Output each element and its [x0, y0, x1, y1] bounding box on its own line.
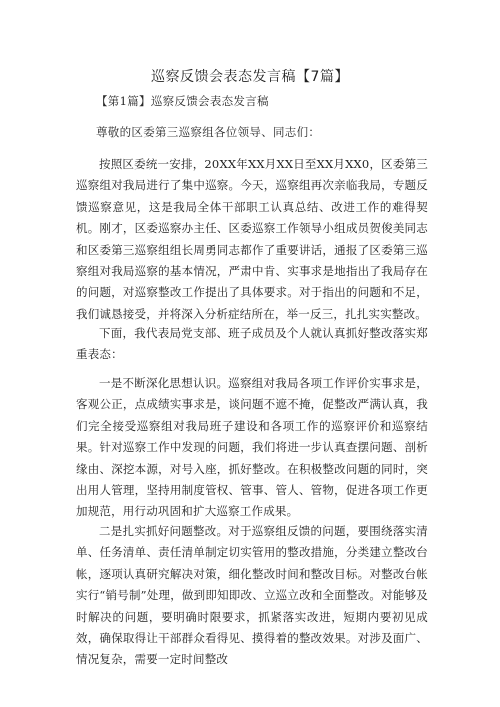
paragraph-point-two: 二是扎实抓好问题整改。对于巡察组反馈的问题，要围绕落实清单、任务清单、责任清单制定切实管用的整改措施，分类建立整改台帐，逐项认真研究解决对策，细化整改时间和整改目标。对整改台帐实行“销号制”处理，做到即知即改、立巡立改和全面整改。对能够及时解决的问题，要明确时限要求，抓紧落实改进，短期内要初见成效，确保取得让干部群众看得见、摸得着的整改效果。对涉及面广、情况复杂，需要一定时间整改	[76, 524, 428, 667]
paragraph-intro: 按照区委统一安排，20XX年XX月XX日至XX月XX0，区委第三巡察组对我局进行了集中巡察。今天，巡察组再次亲临我局，专题反馈巡察意见，这是我局全体干部职工认真总结、改进工作的难得契机。刚才，区委巡察办主任、区委巡察工作领导小组成员贺俊美同志和区委第三巡察组组长周勇同志都作了重要讲话，通报了区委第三巡察组对我局巡察的基本情况，严肃中肯、实事求是地指出了我局存在的问题，对巡察整改工作提出了具体要求。对于指出的问题和不足，我们诚恳接受，并将深入分析症结所在，举一反三，扎扎实实整改。	[76, 157, 428, 321]
paragraph-point-one: 一是不断深化思想认识。巡察组对我局各项工作评价实事求是，客观公正，点成绩实事求是，谈问题不遮不掩，促整改严满认真，我们完全接受巡察组对我局班子建设和各项工作的巡察评价和巡察结果。针对巡察工作中发现的问题，我们将进一步认真查摆问题、剖析缘由、深挖本源，对号入座，抓好整改。在积极整改问题的同时，突出用人管理，坚持用制度管权、管事、管人、管物，促进各项工作更加规范，用行动巩固和扩大巡察工作成果。	[76, 376, 428, 519]
document-title: 巡察反馈会表态发言稿【7篇】	[151, 69, 349, 85]
salutation: 尊敬的区委第三巡察组各位领导、同志们：	[96, 125, 321, 139]
paragraph-statement: 下面，我代表局党支部、班子成员及个人就认真抓好整改落实郑重表态：	[76, 326, 428, 362]
document-subtitle: 【第1篇】巡察反馈会表态发言稿	[96, 94, 269, 108]
